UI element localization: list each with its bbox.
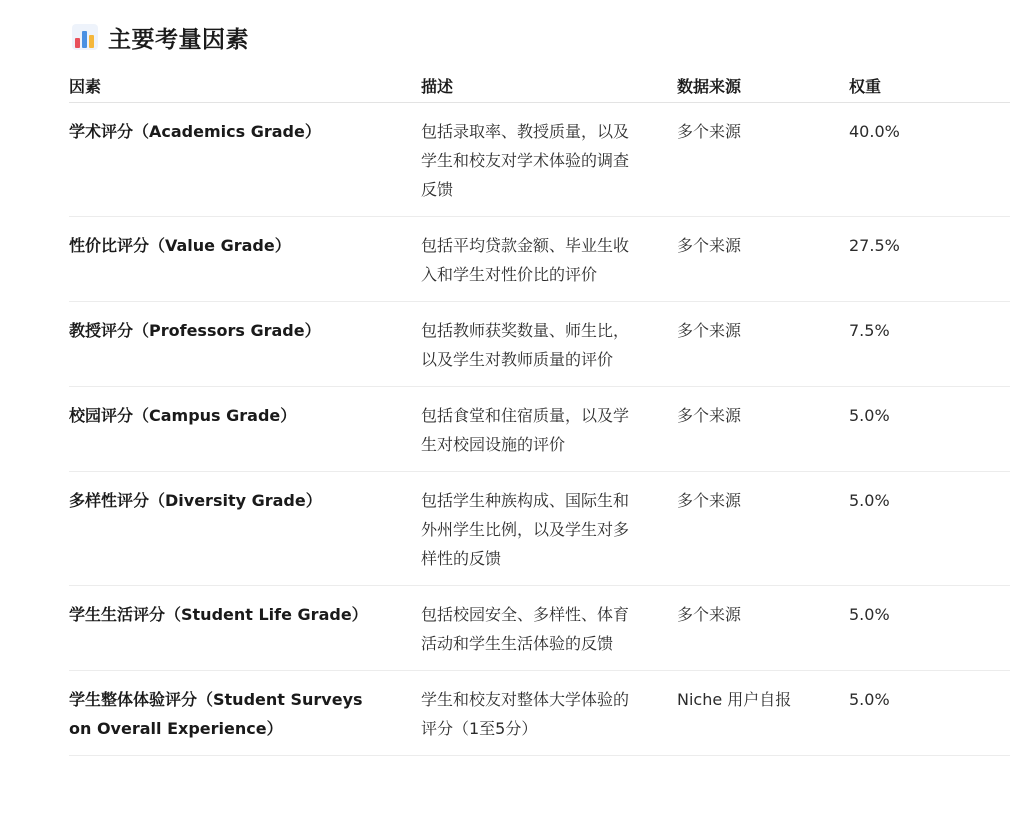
cell-weight: 40.0% xyxy=(849,103,1010,217)
cell-description: 包括学生种族构成、国际生和外州学生比例，以及学生对多样性的反馈 xyxy=(421,472,677,586)
table-body xyxy=(69,103,1010,756)
cell-source: 多个来源 xyxy=(677,302,849,387)
table-row xyxy=(69,302,1010,387)
table-row xyxy=(69,387,1010,472)
cell-factor: 性价比评分（Value Grade） xyxy=(69,217,421,302)
cell-description: 包括录取率、教授质量，以及学生和校友对学术体验的调查反馈 xyxy=(421,103,677,217)
cell-weight: 5.0% xyxy=(849,472,1010,586)
table-header xyxy=(69,68,1010,103)
table-row xyxy=(69,671,1010,756)
cell-source: 多个来源 xyxy=(677,217,849,302)
cell-description: 包括平均贷款金额、毕业生收入和学生对性价比的评价 xyxy=(421,217,677,302)
table-header-row xyxy=(69,68,1010,103)
cell-description: 学生和校友对整体大学体验的评分（1至5分） xyxy=(421,671,677,756)
cell-description: 包括教师获奖数量、师生比，以及学生对教师质量的评价 xyxy=(421,302,677,387)
cell-source: 多个来源 xyxy=(677,103,849,217)
cell-factor: 学生整体体验评分（Student Surveys on Overall Experience） xyxy=(69,671,421,756)
cell-weight: 27.5% xyxy=(849,217,1010,302)
cell-source: 多个来源 xyxy=(677,586,849,671)
bar-chart-icon-bar-red xyxy=(75,38,80,48)
table-row xyxy=(69,586,1010,671)
cell-factor: 教授评分（Professors Grade） xyxy=(69,302,421,387)
factors-table xyxy=(69,68,1010,756)
cell-description: 包括校园安全、多样性、体育活动和学生生活体验的反馈 xyxy=(421,586,677,671)
cell-weight: 7.5% xyxy=(849,302,1010,387)
cell-source: 多个来源 xyxy=(677,387,849,472)
cell-description: 包括食堂和住宿质量，以及学生对校园设施的评价 xyxy=(421,387,677,472)
bar-chart-icon-bar-blue xyxy=(82,31,87,48)
table-row xyxy=(69,103,1010,217)
bar-chart-icon-bar-yellow xyxy=(89,35,94,48)
bar-chart-icon xyxy=(72,24,98,50)
table-row xyxy=(69,217,1010,302)
cell-factor: 校园评分（Campus Grade） xyxy=(69,387,421,472)
header-weight: 权重 xyxy=(849,68,1010,103)
cell-source: 多个来源 xyxy=(677,472,849,586)
header-factor: 因素 xyxy=(69,68,421,103)
section-title: 主要考量因素 xyxy=(108,26,249,53)
cell-source: Niche 用户自报 xyxy=(677,671,849,756)
table-row xyxy=(69,472,1010,586)
cell-weight: 5.0% xyxy=(849,586,1010,671)
cell-weight: 5.0% xyxy=(849,387,1010,472)
cell-factor: 学生生活评分（Student Life Grade） xyxy=(69,586,421,671)
header-description: 描述 xyxy=(421,68,677,103)
cell-factor: 学术评分（Academics Grade） xyxy=(69,103,421,217)
section-heading xyxy=(72,20,249,54)
header-source: 数据来源 xyxy=(677,68,849,103)
cell-factor: 多样性评分（Diversity Grade） xyxy=(69,472,421,586)
cell-weight: 5.0% xyxy=(849,671,1010,756)
